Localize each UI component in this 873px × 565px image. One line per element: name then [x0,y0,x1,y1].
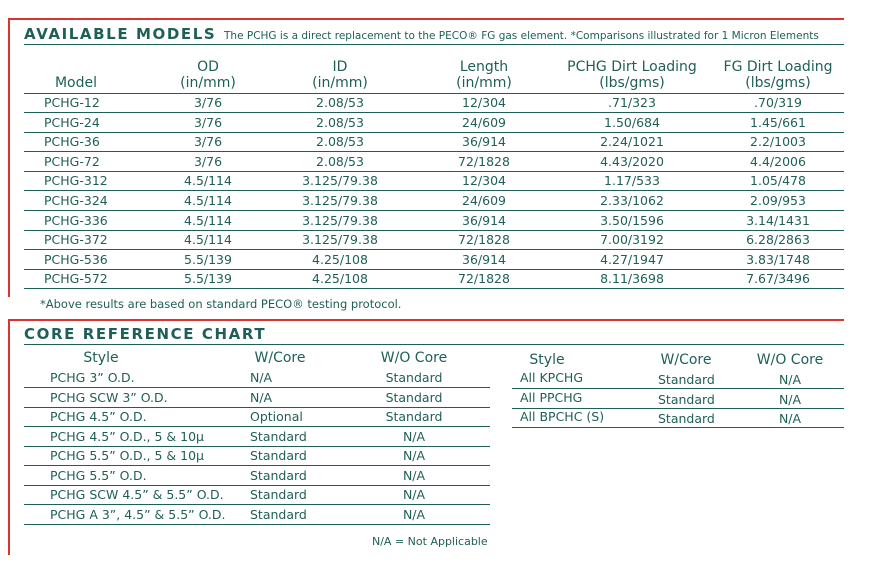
core-row-rule [24,446,490,447]
core-title-underline [24,344,844,345]
cell-model: PCHG-12 [44,95,100,110]
right-cell-wo-core: N/A [778,372,802,387]
cell-id: 3.125/79.38 [302,212,378,228]
models-footnote: *Above results are based on standard PECO® testing protocol. [40,297,402,311]
core-row-rule [24,504,490,505]
models-title-underline [24,44,844,45]
cell-od: 4.5/114 [184,212,232,228]
table-row-rule [24,112,844,113]
core-row-rule [24,524,490,525]
table-row-rule [24,151,844,152]
header-pchg-dirt-loading: PCHG Dirt Loading [567,59,697,75]
header-fg-dirt-loading-units: (lbs/gms) [745,75,811,91]
cell-pchg-dirt-loading: 7.00/3192 [600,232,664,248]
left-cell-wo-core: Standard [385,409,443,424]
core-title: CORE REFERENCE CHART [24,325,267,343]
right-cell-style: All BPCHC (S) [520,409,605,424]
cell-od: 3/76 [193,153,223,169]
left-cell-style: PCHG 3” O.D. [50,370,135,385]
cell-fg-dirt-loading: 3.83/1748 [746,251,810,267]
left-cell-w-core: Standard [250,506,307,522]
cell-pchg-dirt-loading: 2.24/1021 [600,134,664,150]
header-od-units: (in/mm) [180,75,236,91]
cell-length: 24/609 [462,193,506,208]
cell-pchg-dirt-loading: 8.11/3698 [600,271,664,287]
left-cell-w-core: Standard [250,448,307,463]
cell-pchg-dirt-loading: 1.17/533 [604,173,660,189]
cell-model: PCHG-36 [44,134,100,150]
right-cell-wo-core: N/A [778,411,802,426]
header-id: ID [332,59,348,75]
cell-pchg-dirt-loading: 1.50/684 [604,114,660,130]
left-cell-style: PCHG A 3”, 4.5” & 5.5” O.D. [50,506,226,522]
cell-model: PCHG-336 [44,212,108,228]
header-model-units: Model [54,75,98,91]
cell-od: 5.5/139 [184,251,232,267]
cell-id: 3.125/79.38 [302,173,378,189]
models-subtitle: The PCHG is a direct replacement to the PECO® FG gas element. *Comparisons illustrated for 1 Micron Elements [224,30,819,42]
left-cell-style: PCHG 4.5” O.D. [50,409,147,424]
cell-fg-dirt-loading: .70/319 [754,95,802,110]
left-cell-style: PCHG 5.5” O.D. [50,467,147,483]
cell-model: PCHG-324 [44,193,108,208]
table-row-rule [24,210,844,211]
cell-id: 2.08/53 [316,134,364,150]
cell-od: 3/76 [193,114,223,130]
left-cell-wo-core: Standard [385,389,443,405]
cell-length: 24/609 [462,114,506,130]
core-row-rule [24,407,490,408]
cell-model: PCHG-312 [44,173,108,189]
left-cell-style: PCHG 5.5” O.D., 5 & 10μ [50,448,205,463]
left-header-style: Style [83,350,119,366]
cell-fg-dirt-loading: 6.28/2863 [746,232,810,248]
left-cell-w-core: Optional [250,409,303,424]
left-cell-w-core: Standard [250,487,307,502]
cell-length: 72/1828 [458,271,510,287]
right-cell-style: All KPCHG [520,370,584,385]
table-row-rule [24,269,844,270]
cell-length: 36/914 [462,251,506,267]
cell-pchg-dirt-loading: 4.43/2020 [600,153,664,169]
core-row-rule [24,485,490,486]
table-row-rule [24,249,844,250]
left-cell-wo-core: N/A [402,506,426,522]
cell-id: 2.08/53 [316,153,364,169]
cell-pchg-dirt-loading: 3.50/1596 [600,212,664,228]
cell-fg-dirt-loading: 7.67/3496 [746,271,810,287]
models-title: AVAILABLE MODELS [24,25,217,43]
cell-fg-dirt-loading: 4.4/2006 [750,153,806,169]
core-right-row-rule [512,388,844,389]
cell-length: 12/304 [462,173,506,189]
core-row-rule [24,426,490,427]
core-row-rule [24,387,490,388]
right-header-w-core: W/Core [660,352,712,368]
table-row-rule [24,132,844,133]
table-row-rule [24,171,844,172]
table-row-rule [24,190,844,191]
cell-pchg-dirt-loading: 2.33/1062 [600,193,664,208]
cell-model: PCHG-372 [44,232,108,248]
header-fg-dirt-loading: FG Dirt Loading [723,59,833,75]
cell-id: 2.08/53 [316,114,364,130]
cell-id: 3.125/79.38 [302,193,378,208]
right-header-style: Style [529,352,565,368]
left-cell-w-core: Standard [250,428,307,444]
right-cell-w-core: Standard [658,411,715,426]
left-header-w-core: W/Core [254,350,306,366]
cell-fg-dirt-loading: 2.09/953 [750,193,806,208]
left-cell-wo-core: N/A [402,487,426,502]
cell-fg-dirt-loading: 3.14/1431 [746,212,810,228]
cell-length: 36/914 [462,212,506,228]
na-note: N/A = Not Applicable [372,535,488,548]
cell-fg-dirt-loading: 2.2/1003 [750,134,806,150]
cell-od: 5.5/139 [184,271,232,287]
section-divider-core [8,319,844,321]
cell-od: 4.5/114 [184,173,232,189]
cell-length: 12/304 [462,95,506,110]
table-row-rule [24,288,844,289]
core-right-row-rule [512,427,844,428]
cell-length: 36/914 [462,134,506,150]
header-rule [24,93,844,94]
table-row-rule [24,230,844,231]
right-header-wo-core: W/O Core [756,352,824,368]
left-cell-wo-core: Standard [385,370,443,385]
left-cell-style: PCHG 4.5” O.D., 5 & 10μ [50,428,205,444]
header-pchg-dirt-loading-units: (lbs/gms) [599,75,665,91]
right-cell-style: All PPCHG [520,389,583,405]
cell-fg-dirt-loading: 1.05/478 [750,173,806,189]
header-length-units: (in/mm) [456,75,512,91]
left-cell-w-core: N/A [250,370,273,385]
cell-pchg-dirt-loading: 4.27/1947 [600,251,664,267]
cell-pchg-dirt-loading: .71/323 [608,95,656,110]
cell-od: 4.5/114 [184,193,232,208]
cell-id: 4.25/108 [312,251,368,267]
left-cell-wo-core: N/A [402,428,426,444]
cell-length: 72/1828 [458,153,510,169]
cell-length: 72/1828 [458,232,510,248]
cell-model: PCHG-536 [44,251,108,267]
core-row-rule [24,465,490,466]
left-cell-wo-core: N/A [402,448,426,463]
left-cell-w-core: N/A [250,389,273,405]
header-length: Length [459,59,509,75]
left-header-wo-core: W/O Core [380,350,448,366]
header-id-units: (in/mm) [312,75,368,91]
right-cell-w-core: Standard [658,372,715,387]
left-cell-wo-core: N/A [402,467,426,483]
cell-id: 3.125/79.38 [302,232,378,248]
cell-id: 2.08/53 [316,95,364,110]
left-cell-w-core: Standard [250,467,307,483]
section-border-left [8,18,10,297]
cell-model: PCHG-72 [44,153,100,169]
section-divider-top [8,18,844,20]
cell-fg-dirt-loading: 1.45/661 [750,114,806,130]
cell-model: PCHG-572 [44,271,108,287]
left-cell-style: PCHG SCW 3” O.D. [50,389,168,405]
cell-od: 4.5/114 [184,232,232,248]
cell-id: 4.25/108 [312,271,368,287]
cell-od: 3/76 [193,95,223,110]
cell-od: 3/76 [193,134,223,150]
header-od: OD [197,59,219,75]
left-cell-style: PCHG SCW 4.5” & 5.5” O.D. [50,487,224,502]
cell-model: PCHG-24 [44,114,100,130]
right-cell-w-core: Standard [658,391,715,407]
right-cell-wo-core: N/A [778,391,802,407]
